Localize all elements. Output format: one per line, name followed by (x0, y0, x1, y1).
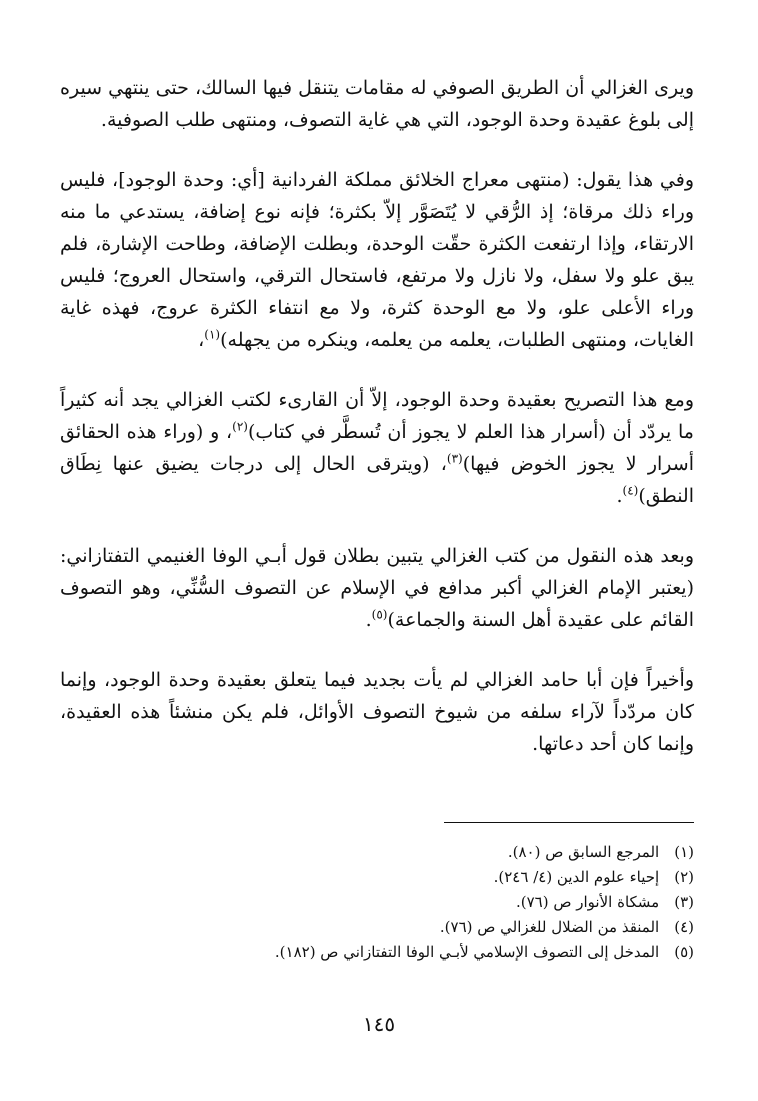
footnote-item (60, 890, 694, 915)
footnote-ref-3: (٣) (446, 451, 463, 466)
paragraph-text: وأخيراً فإن أبا حامد الغزالي لم يأت بجديد فيما يتعلق بعقيدة وحدة الوجود، وإنما كان مردّداً لآراء سلفه من شيوخ التصوف الأوائل، فلم يكن منشئاً هذه العقيدة، وإنما كان أحد دعاتها. (60, 669, 694, 755)
punctuation: . (616, 485, 623, 507)
punctuation: ، (198, 329, 205, 351)
footnote-item (60, 840, 694, 865)
footnotes-list (60, 840, 694, 965)
page-body (60, 72, 694, 788)
footnote-divider (444, 822, 694, 823)
footnote-number: (٣) (674, 893, 694, 911)
paragraph-3 (60, 384, 694, 512)
paragraph-text: ، (ويترقى الحال إلى درجات يضيق عنها نِطَاق النطق) (60, 453, 694, 507)
footnote-number: (١) (674, 843, 694, 861)
paragraph-text: ومع هذا التصريح بعقيدة وحدة الوجود، إلاّ أن القارىء لكتب الغزالي يجد أنه كثيراً ما يردّد أن (أسرار هذا العلم لا يجوز أن تُسطَّر في كتاب) (60, 389, 694, 443)
footnote-item (60, 915, 694, 940)
paragraph-5 (60, 664, 694, 760)
footnote-text: مشكاة الأنوار ص (٧٦). (515, 893, 660, 911)
paragraph-text: ، و (وراء هذه الحقائق أسرار لا يجوز الخوض فيها) (60, 421, 694, 475)
footnote-ref-1: (١) (204, 327, 221, 342)
page-number: ١٤٥ (362, 1012, 396, 1036)
footnote-ref-2: (٢) (232, 419, 248, 434)
punctuation: . (365, 609, 372, 631)
footnote-ref-5: (٥) (371, 607, 388, 622)
paragraph-text: وبعد هذه النقول من كتب الغزالي يتبين بطلان قول أبـي الوفا الغنيمي التفتازاني: (يعتبر الإمام الغزالي أكبر مدافع في الإسلام عن التصوف السُّنِّي، وهو التصوف القائم على عقيدة أهل السنة والجماعة) (60, 545, 694, 631)
footnote-text: إحياء علوم الدين (٤/ ٢٤٦). (493, 868, 660, 886)
footnote-number: (٥) (674, 943, 694, 961)
footnote-item (60, 865, 694, 890)
footnote-ref-4: (٤) (622, 483, 639, 498)
paragraph-2 (60, 164, 694, 356)
paragraph-text: ويرى الغزالي أن الطريق الصوفي له مقامات يتنقل فيها السالك، حتى ينتهي سيره إلى بلوغ عقيدة وحدة الوجود، التي هي غاية التصوف، ومنتهى طلب الصوفية. (60, 77, 694, 131)
paragraph-text: وفي هذا يقول: (منتهى معراج الخلائق مملكة الفردانية [أي: وحدة الوجود]، فليس وراء ذلك مرقاة؛ إذ الرُّقي لا يُتَصَوَّر إلاّ بكثرة؛ فإنه نوع إضافة، يستدعي ما منه الارتقاء، وإذا ارتفعت الكثرة حقّت الوحدة، وبطلت الإضافة، وطاحت الإشارة، فلم يبق علو ولا سفل، ولا نازل ولا مرتفع، فاستحال الترقي، واستحال العروج؛ فليس وراء الأعلى علو، ولا مع الوحدة كثرة، ولا مع انتفاء الكثرة عروج، فهذه غاية الغايات، ومنتهى الطلبات، يعلمه من يعلمه، وينكره من يجهله) (60, 169, 694, 351)
footnote-item (60, 940, 694, 965)
footnote-text: المدخل إلى التصوف الإسلامي لأبـي الوفا التفتازاني ص (١٨٢). (274, 943, 660, 961)
footnote-number: (٤) (674, 918, 694, 936)
footnote-number: (٢) (674, 868, 694, 886)
paragraph-4 (60, 540, 694, 636)
footnote-text: المنقذ من الضلال للغزالي ص (٧٦). (439, 918, 660, 936)
paragraph-1 (60, 72, 694, 136)
footnote-text: المرجع السابق ص (٨٠). (507, 843, 660, 861)
